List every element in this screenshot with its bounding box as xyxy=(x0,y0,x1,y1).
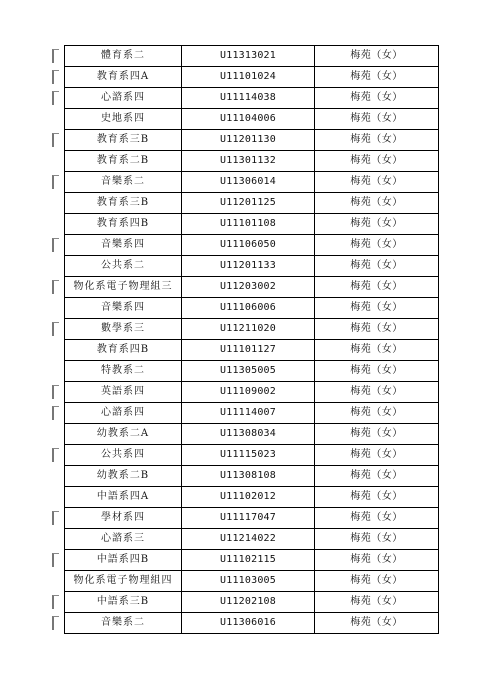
table-row xyxy=(65,466,439,487)
dormitory-cell: 梅苑（女） xyxy=(315,382,439,403)
department-cell: 體育系二 xyxy=(65,46,182,67)
department-cell: 學材系四 xyxy=(65,508,182,529)
table-row xyxy=(65,172,439,193)
department-cell: 史地系四 xyxy=(65,109,182,130)
department-cell: 公共系二 xyxy=(65,256,182,277)
department-cell: 教育系三B xyxy=(65,130,182,151)
department-cell: 公共系四 xyxy=(65,445,182,466)
department-cell: 音樂系四 xyxy=(65,298,182,319)
department-cell: 中語系四A xyxy=(65,487,182,508)
table-row xyxy=(65,214,439,235)
department-cell: 心諮系四 xyxy=(65,403,182,424)
binding-mark xyxy=(52,91,59,105)
table-row xyxy=(65,340,439,361)
table-row xyxy=(65,298,439,319)
department-cell: 物化系電子物理組四 xyxy=(65,571,182,592)
binding-mark xyxy=(52,238,59,252)
student-id-cell: U11202108 xyxy=(182,592,315,613)
student-id-cell: U11201133 xyxy=(182,256,315,277)
dormitory-cell: 梅苑（女） xyxy=(315,613,439,634)
department-cell: 英語系四 xyxy=(65,382,182,403)
table-row xyxy=(65,592,439,613)
student-id-cell: U11305005 xyxy=(182,361,315,382)
student-id-cell: U11101108 xyxy=(182,214,315,235)
dormitory-cell: 梅苑（女） xyxy=(315,424,439,445)
dormitory-cell: 梅苑（女） xyxy=(315,214,439,235)
department-cell: 心諮系三 xyxy=(65,529,182,550)
table-row xyxy=(65,508,439,529)
dormitory-cell: 梅苑（女） xyxy=(315,298,439,319)
student-id-cell: U11306016 xyxy=(182,613,315,634)
student-id-cell: U11211020 xyxy=(182,319,315,340)
department-cell: 幼教系二A xyxy=(65,424,182,445)
binding-mark xyxy=(52,406,59,420)
department-cell: 教育系二B xyxy=(65,151,182,172)
dormitory-cell: 梅苑（女） xyxy=(315,571,439,592)
dormitory-cell: 梅苑（女） xyxy=(315,550,439,571)
dormitory-cell: 梅苑（女） xyxy=(315,445,439,466)
binding-mark xyxy=(52,175,59,189)
table-row xyxy=(65,277,439,298)
student-id-cell: U11214022 xyxy=(182,529,315,550)
dormitory-cell: 梅苑（女） xyxy=(315,151,439,172)
dormitory-cell: 梅苑（女） xyxy=(315,256,439,277)
dormitory-cell: 梅苑（女） xyxy=(315,508,439,529)
student-id-cell: U11109002 xyxy=(182,382,315,403)
student-id-cell: U11102012 xyxy=(182,487,315,508)
department-cell: 教育系四B xyxy=(65,340,182,361)
dormitory-cell: 梅苑（女） xyxy=(315,487,439,508)
table-body xyxy=(65,46,439,634)
table-row xyxy=(65,130,439,151)
dormitory-cell: 梅苑（女） xyxy=(315,46,439,67)
student-id-cell: U11103005 xyxy=(182,571,315,592)
department-cell: 物化系電子物理組三 xyxy=(65,277,182,298)
department-cell: 教育系三B xyxy=(65,193,182,214)
binding-mark xyxy=(52,70,59,84)
table-row xyxy=(65,424,439,445)
department-cell: 教育系四A xyxy=(65,67,182,88)
table-row xyxy=(65,256,439,277)
student-id-cell: U11308034 xyxy=(182,424,315,445)
student-id-cell: U11306014 xyxy=(182,172,315,193)
dormitory-cell: 梅苑（女） xyxy=(315,340,439,361)
dormitory-cell: 梅苑（女） xyxy=(315,361,439,382)
student-id-cell: U11201125 xyxy=(182,193,315,214)
student-id-cell: U11117047 xyxy=(182,508,315,529)
dormitory-cell: 梅苑（女） xyxy=(315,109,439,130)
student-id-cell: U11101127 xyxy=(182,340,315,361)
student-id-cell: U11104006 xyxy=(182,109,315,130)
student-id-cell: U11114038 xyxy=(182,88,315,109)
student-id-cell: U11106006 xyxy=(182,298,315,319)
dormitory-cell: 梅苑（女） xyxy=(315,277,439,298)
student-id-cell: U11301132 xyxy=(182,151,315,172)
department-cell: 音樂系二 xyxy=(65,613,182,634)
dormitory-cell: 梅苑（女） xyxy=(315,592,439,613)
table-row xyxy=(65,235,439,256)
binding-mark xyxy=(52,49,59,63)
table-row xyxy=(65,571,439,592)
department-cell: 心諮系四 xyxy=(65,88,182,109)
table-row xyxy=(65,109,439,130)
table-row xyxy=(65,382,439,403)
student-id-cell: U11203002 xyxy=(182,277,315,298)
binding-mark xyxy=(52,322,59,336)
dormitory-cell: 梅苑（女） xyxy=(315,319,439,340)
student-id-cell: U11106050 xyxy=(182,235,315,256)
department-cell: 幼教系二B xyxy=(65,466,182,487)
department-cell: 中語系四B xyxy=(65,550,182,571)
dormitory-cell: 梅苑（女） xyxy=(315,67,439,88)
student-id-cell: U11115023 xyxy=(182,445,315,466)
binding-mark xyxy=(52,280,59,294)
binding-mark xyxy=(52,511,59,525)
binding-mark xyxy=(52,553,59,567)
dormitory-cell: 梅苑（女） xyxy=(315,466,439,487)
dormitory-cell: 梅苑（女） xyxy=(315,88,439,109)
department-cell: 數學系三 xyxy=(65,319,182,340)
table-row xyxy=(65,550,439,571)
student-id-cell: U11313021 xyxy=(182,46,315,67)
department-cell: 中語系三B xyxy=(65,592,182,613)
table-row xyxy=(65,445,439,466)
department-cell: 音樂系二 xyxy=(65,172,182,193)
department-cell: 音樂系四 xyxy=(65,235,182,256)
dormitory-cell: 梅苑（女） xyxy=(315,193,439,214)
table-row xyxy=(65,613,439,634)
table-row xyxy=(65,46,439,67)
table-row xyxy=(65,151,439,172)
dormitory-cell: 梅苑（女） xyxy=(315,529,439,550)
student-id-cell: U11308108 xyxy=(182,466,315,487)
department-cell: 教育系四B xyxy=(65,214,182,235)
binding-mark xyxy=(52,133,59,147)
binding-mark xyxy=(52,448,59,462)
table-row xyxy=(65,88,439,109)
table-row xyxy=(65,319,439,340)
binding-mark xyxy=(52,595,59,609)
dormitory-cell: 梅苑（女） xyxy=(315,235,439,256)
dormitory-cell: 梅苑（女） xyxy=(315,172,439,193)
table-row xyxy=(65,361,439,382)
table-row xyxy=(65,487,439,508)
dormitory-table-container xyxy=(64,45,438,634)
department-cell: 特教系二 xyxy=(65,361,182,382)
binding-mark xyxy=(52,616,59,630)
dormitory-assignment-table xyxy=(64,45,439,634)
student-id-cell: U11114007 xyxy=(182,403,315,424)
table-row xyxy=(65,403,439,424)
student-id-cell: U11201130 xyxy=(182,130,315,151)
table-row xyxy=(65,67,439,88)
binding-mark xyxy=(52,385,59,399)
dormitory-cell: 梅苑（女） xyxy=(315,403,439,424)
student-id-cell: U11102115 xyxy=(182,550,315,571)
table-row xyxy=(65,193,439,214)
dormitory-cell: 梅苑（女） xyxy=(315,130,439,151)
student-id-cell: U11101024 xyxy=(182,67,315,88)
table-row xyxy=(65,529,439,550)
